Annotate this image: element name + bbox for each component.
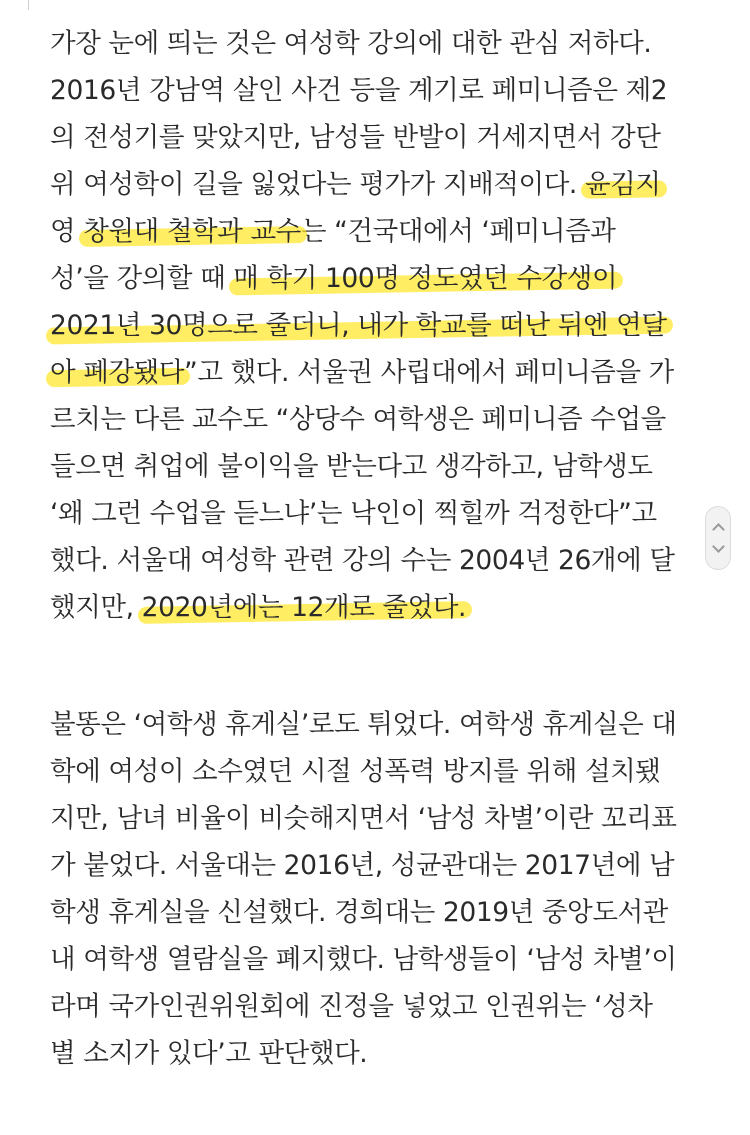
top-divider bbox=[28, 0, 29, 10]
text-line bbox=[50, 396, 710, 443]
paragraph-2 bbox=[50, 701, 710, 1077]
scroll-handle[interactable] bbox=[705, 506, 731, 570]
text-run: 는 “건국대에서 ‘페미니즘과 bbox=[300, 216, 616, 247]
text-run: 의 전성기를 맞았지만, 남성들 반발이 거세지면서 강단 bbox=[50, 122, 661, 153]
text-run: 학에 여성이 소수였던 시절 성폭력 방지를 위해 설치됐 bbox=[50, 756, 661, 787]
highlighted-text: 2020년에는 12개로 줄었다. bbox=[141, 592, 467, 623]
chevron-up-icon[interactable] bbox=[712, 523, 725, 536]
text-line bbox=[50, 443, 710, 490]
text-line bbox=[50, 302, 710, 349]
text-run: 위 여성학이 길을 잃었다는 평가가 지배적이다. bbox=[50, 169, 585, 200]
text-run: 불똥은 ‘여학생 휴게실’로도 튀었다. 여학생 휴게실은 대 bbox=[50, 709, 677, 740]
chevron-down-icon[interactable] bbox=[712, 540, 725, 553]
text-line bbox=[50, 161, 710, 208]
text-line bbox=[50, 748, 710, 795]
text-line bbox=[50, 701, 710, 748]
highlighted-text: 매 학기 100명 정도였던 수강생이 bbox=[233, 263, 618, 294]
text-run: ‘왜 그런 수업을 듣느냐’는 낙인이 찍힐까 걱정한다”고 bbox=[50, 498, 657, 529]
text-run: 들으면 취업에 불이익을 받는다고 생각하고, 남학생도 bbox=[50, 451, 653, 482]
text-run: 르치는 다른 교수도 “상당수 여학생은 페미니즘 수업을 bbox=[50, 404, 666, 435]
text-line bbox=[50, 67, 710, 114]
text-line bbox=[50, 983, 710, 1030]
text-run: 했지만, bbox=[50, 592, 142, 623]
article-body bbox=[50, 20, 710, 1077]
text-line bbox=[50, 1030, 710, 1077]
text-line bbox=[50, 537, 710, 584]
text-run: 2016년 강남역 살인 사건 등을 계기로 페미니즘은 제2 bbox=[50, 75, 668, 106]
text-line bbox=[50, 795, 710, 842]
text-line bbox=[50, 255, 710, 302]
text-line bbox=[50, 349, 710, 396]
text-line bbox=[50, 842, 710, 889]
text-line bbox=[50, 20, 710, 67]
text-line bbox=[50, 936, 710, 983]
highlighted-text: 아 폐강됐다 bbox=[50, 357, 185, 388]
text-line bbox=[50, 208, 710, 255]
text-run: 영 bbox=[50, 216, 84, 247]
text-run: 내 여학생 열람실을 폐지했다. 남학생들이 ‘남성 차별’이 bbox=[50, 944, 677, 975]
text-line bbox=[50, 114, 710, 161]
text-run: 가장 눈에 띄는 것은 여성학 강의에 대한 관심 저하다. bbox=[50, 28, 652, 59]
highlighted-text: 2021년 30명으로 줄더니, 내가 학교를 떠난 뒤엔 연달 bbox=[50, 310, 667, 341]
text-run: 했다. 서울대 여성학 관련 강의 수는 2004년 26개에 달 bbox=[50, 545, 675, 576]
text-run: 가 붙었다. 서울대는 2016년, 성균관대는 2017년에 남 bbox=[50, 850, 675, 881]
text-run: 별 소지가 있다’고 판단했다. bbox=[50, 1038, 368, 1069]
text-line bbox=[50, 889, 710, 936]
text-line bbox=[50, 584, 710, 631]
text-run: 라며 국가인권위원회에 진정을 넣었고 인권위는 ‘성차 bbox=[50, 991, 653, 1022]
highlighted-text: 창원대 철학과 교수 bbox=[83, 216, 301, 247]
text-run: 학생 휴게실을 신설했다. 경희대는 2019년 중앙도서관 bbox=[50, 897, 668, 928]
text-run: 성’을 강의할 때 bbox=[50, 263, 234, 294]
text-line bbox=[50, 490, 710, 537]
text-run: 지만, 남녀 비율이 비슷해지면서 ‘남성 차별’이란 꼬리표 bbox=[50, 803, 677, 834]
highlighted-text: 윤김지 bbox=[584, 169, 661, 200]
text-run: ”고 했다. 서울권 사립대에서 페미니즘을 가 bbox=[184, 357, 674, 388]
